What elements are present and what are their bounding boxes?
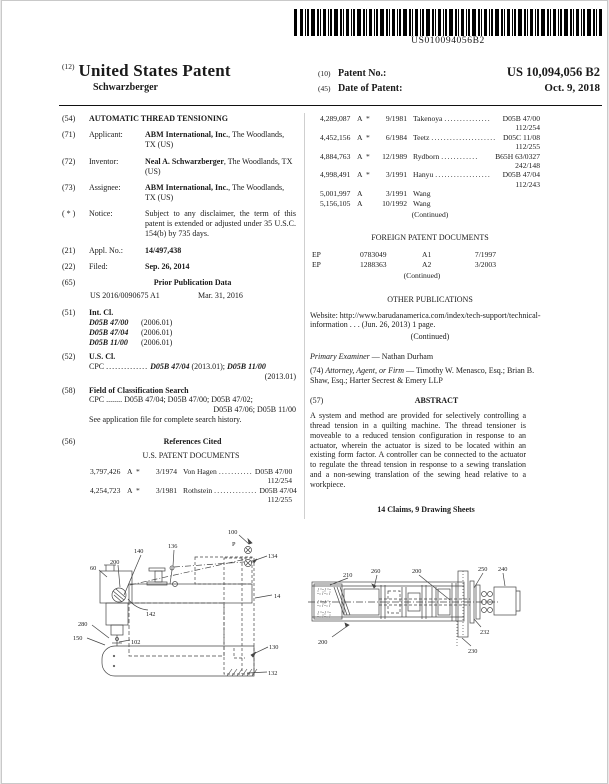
appl-no-label: Appl. No.: (89, 245, 123, 255)
assignee-address: , The Woodlands, TX (US) (145, 183, 285, 202)
fig2-label-240: 240 (498, 566, 508, 573)
cit-name: Hanyu (413, 170, 434, 180)
filed-value: Sep. 26, 2014 (145, 261, 190, 271)
header-left (62, 61, 231, 93)
fig2-label-232: 232 (480, 629, 490, 636)
int-cl-class: D05B 47/00 (89, 318, 129, 328)
fig2-label-260: 260 (371, 568, 381, 575)
int-cl-version: (2006.01) (141, 328, 173, 337)
citation-row (320, 170, 540, 179)
code-71: (71) (62, 130, 76, 140)
search-heading: Field of Classification Search (89, 385, 189, 395)
continued-note: (Continued) (410, 332, 450, 342)
cit-number: 4,289,087 (320, 114, 351, 123)
citation-row (320, 189, 540, 198)
citation-row (320, 114, 540, 123)
foreign-row (312, 250, 532, 259)
patent-front-page (1, 0, 608, 784)
patent-no-label: Patent No.: (338, 68, 387, 79)
kind-code: (12) (62, 62, 75, 71)
invention-title: AUTOMATIC THREAD TENSIONING (89, 114, 228, 123)
barcode (294, 9, 602, 36)
field-assignee (62, 183, 296, 203)
cit-class: D05B 47/00 (502, 114, 540, 123)
cit-leader: ............... (444, 114, 491, 123)
code-21: (21) (62, 245, 76, 255)
notice-text: Subject to any disclaimer, the term of this patent is extended or adjusted under 35 U.S.C. 154(b) by 735 days. (145, 209, 296, 239)
cit-number: 4,998,491 (320, 170, 351, 180)
cpc-class-1: D05B 47/04 (150, 361, 190, 371)
prior-pub-number: US 2016/0090675 A1 (90, 291, 160, 301)
foreign-number: 0783049 (360, 250, 387, 260)
field-notice (62, 209, 296, 239)
cit-date: 12/1989 (382, 151, 407, 161)
cit-name: Rothstein (183, 485, 213, 495)
left-column (62, 114, 296, 505)
foreign-kind: A1 (422, 250, 432, 260)
int-cl-heading: Int. Cl. (89, 308, 114, 318)
header-right (318, 65, 600, 96)
code-73: (73) (62, 183, 76, 193)
citation-row (320, 199, 540, 208)
us-docs-heading: U.S. PATENT DOCUMENTS (142, 451, 240, 461)
field-appl-no (62, 246, 296, 256)
cit-subclass: 112/254 (515, 123, 540, 133)
cit-star: * (136, 485, 140, 495)
fig2-label-210: 210 (343, 572, 353, 579)
assignee-name: ABM International, Inc. (145, 183, 229, 193)
fig1-label-132: 132 (268, 670, 278, 677)
examiner-name: — Nathan Durham (369, 352, 434, 362)
cit-number: 4,884,763 (320, 151, 351, 161)
citation-row (90, 467, 292, 476)
cit-number: 3,797,426 (90, 466, 121, 476)
cit-kind: A (127, 485, 133, 495)
cit-subclass: 242/148 (515, 161, 540, 171)
cit-kind: A (357, 114, 363, 123)
applicant-label: Applicant: (89, 130, 123, 140)
cit-star (366, 199, 375, 208)
cit-subclass: 112/254 (267, 476, 292, 486)
patent-number-row (318, 65, 600, 80)
claims-line: 14 Claims, 9 Drawing Sheets (377, 505, 475, 515)
cpc-word: CPC (89, 361, 105, 371)
fig2-label-250: 250 (478, 566, 488, 573)
cit-kind: A (357, 189, 363, 199)
abstract-heading: ABSTRACT (414, 395, 459, 405)
cit-kind: A (357, 132, 363, 142)
fig1-label-100: 100 (228, 529, 238, 536)
fig1-label-142: 142 (146, 611, 156, 618)
code-57: (57) (310, 395, 324, 405)
field-title (62, 114, 296, 124)
patent-date-row (318, 82, 600, 94)
inventor-value (145, 157, 296, 177)
fig1-label-134: 134 (268, 553, 278, 560)
code-51: (51) (62, 308, 76, 318)
doc-title: United States Patent (78, 61, 231, 80)
fig1-label-140: 140 (134, 548, 144, 555)
applicant-value (145, 130, 296, 150)
int-cl-version: (2006.01) (141, 318, 173, 328)
fig2-label-200: 200 (412, 568, 422, 575)
cit-subclass: 112/255 (515, 142, 540, 152)
patent-no-code: (10) (318, 69, 331, 78)
int-cl-row (89, 338, 296, 348)
field-refs (62, 437, 296, 447)
inventor-label: Inventor: (89, 156, 119, 166)
cit-kind: A (357, 151, 363, 161)
cit-leader: .............. (214, 485, 258, 495)
cit-date: 6/1984 (385, 132, 407, 142)
fig1-label-280: 280 (78, 621, 88, 628)
cit-kind: A (357, 170, 363, 180)
code-52: (52) (62, 351, 76, 361)
cit-star (366, 189, 375, 198)
cpc-class-2: D05B 11/00 (227, 361, 266, 371)
code-star: ( * ) (62, 209, 76, 219)
cit-number: 5,001,997 (320, 189, 351, 199)
int-cl-row (89, 318, 296, 328)
fig1-label-P: P (232, 541, 236, 548)
cit-date: 9/1981 (385, 114, 407, 123)
foreign-docs-heading: FOREIGN PATENT DOCUMENTS (371, 233, 489, 243)
cit-number: 4,452,156 (320, 132, 351, 142)
abstract-heading-row (310, 396, 536, 406)
applicant-name: ABM International, Inc. (145, 130, 229, 140)
cit-name: Wang (413, 189, 431, 199)
cit-star: * (366, 132, 370, 142)
field-int-cl (62, 308, 296, 318)
us-cl-cpc-line (89, 362, 296, 372)
code-56: (56) (62, 437, 76, 447)
prior-pub-heading: Prior Publication Data (153, 278, 232, 288)
prior-pub-row (90, 291, 296, 301)
code-22: (22) (62, 261, 76, 271)
applicant-address: , The Woodlands, TX (US) (145, 130, 285, 150)
int-cl-row (89, 328, 296, 338)
attorney-names: — Timothy W. Menasco, Esq.; Brian B. Shaw, Esq.; Harter Secrest & Emery LLP (310, 366, 535, 386)
cit-number: 5,156,105 (320, 198, 351, 208)
code-54: (54) (62, 114, 76, 123)
fig2-label-200b: 200 (318, 639, 328, 646)
attorney-label: Attorney, Agent, or Firm (325, 366, 405, 376)
cit-number: 4,254,723 (90, 485, 121, 495)
continued-note: (Continued) (403, 271, 441, 281)
field-prior-pub (62, 278, 296, 288)
fig1-label-200: 200 (110, 559, 120, 566)
inventor-surname: Schwarzberger (93, 82, 158, 93)
assignee-value (145, 183, 296, 203)
cit-star: * (366, 151, 370, 161)
examiner-line (310, 352, 536, 362)
patent-no-value: US 10,094,056 B2 (506, 65, 600, 79)
cit-class: B65H 63/0327 (495, 151, 540, 161)
cit-star: * (136, 466, 140, 476)
cit-leader: ............ (441, 151, 479, 161)
figure-tensioner-drawing (300, 557, 609, 697)
cit-leader: ..................... (431, 132, 497, 142)
examiner-label: Primary Examiner (310, 352, 370, 362)
left-citations (90, 466, 297, 505)
other-pubs-heading: OTHER PUBLICATIONS (387, 294, 473, 304)
cit-date: 3/1991 (385, 189, 407, 199)
right-citations (320, 114, 540, 219)
code-65: (65) (62, 278, 76, 288)
cit-subclass: 112/255 (267, 495, 292, 505)
cit-name: Rydborn (413, 151, 440, 161)
header-rule (59, 105, 602, 106)
field-search (62, 386, 296, 396)
right-column (310, 114, 602, 515)
search-note: See application file for complete search history. (89, 415, 242, 425)
field-us-cl (62, 352, 296, 362)
filed-label: Filed: (89, 261, 108, 271)
cit-leader: .................. (435, 170, 492, 180)
fig1-label-60: 60 (90, 565, 97, 572)
inventor-name: Neal A. Schwarzberger (145, 156, 224, 166)
notice-label: Notice: (89, 209, 113, 219)
cit-subclass: 112/243 (515, 179, 540, 189)
cit-name: Wang (413, 198, 431, 208)
fig1-label-130: 130 (269, 644, 279, 651)
cit-date: 3/1991 (385, 170, 407, 180)
date-label: Date of Patent: (338, 83, 403, 94)
fig1-label-14: 14 (274, 593, 281, 600)
citation-row (90, 485, 297, 495)
cit-date: 10/1992 (382, 198, 407, 208)
inventor-address: , The Woodlands, TX (US) (145, 156, 293, 176)
assignee-label: Assignee: (89, 183, 121, 193)
fig1-label-136: 136 (168, 543, 178, 550)
fig1-label-150: 150 (73, 635, 83, 642)
foreign-row (312, 260, 532, 269)
fig2-label-230: 230 (468, 648, 478, 655)
int-cl-class: D05B 47/04 (89, 328, 129, 337)
appl-no-value: 14/497,438 (145, 245, 182, 255)
foreign-country: EP (312, 259, 321, 269)
cit-class: D05C 11/08 (502, 132, 540, 142)
date-code: (45) (318, 84, 331, 93)
column-divider (304, 113, 305, 519)
cit-date: 3/1981 (155, 485, 177, 495)
cit-kind: A (127, 466, 133, 476)
field-filed (62, 262, 296, 272)
barcode-number: US010094056B2 (411, 36, 485, 46)
fig1-label-102: 102 (131, 639, 141, 646)
foreign-country: EP (312, 250, 321, 260)
abstract-text: A system and method are provided for selectively controlling a thread tension in a quilting machine. The thread tensioner is moveable to a reduced tension configuration in response to an actuator, wherein the actuator is sized to be located within an existing form factor. A controller can be connected to the actuator to regulate the thread tension in response to a sewing translation and a non-sewing translation of the sewing head relative to a workpiece. (310, 410, 526, 490)
foreign-date: 3/2003 (474, 259, 496, 269)
search-line1: CPC ........ D05B 47/04; D05B 47/00; D05B 47/02; (89, 395, 253, 405)
cit-leader: ........... (218, 466, 253, 476)
cit-class: D05B 47/04 (502, 170, 540, 180)
citation-row (320, 133, 540, 142)
code-72: (72) (62, 156, 76, 166)
cit-class: D05B 47/04 (259, 485, 297, 495)
figure-machine-drawing (62, 525, 302, 779)
cit-class: D05B 47/00 (254, 466, 293, 476)
cpc-version-2: (2013.01) (264, 371, 296, 381)
barcode-bars (294, 9, 602, 36)
continued-note: (Continued) (411, 210, 449, 220)
attorney-line (310, 366, 536, 386)
cit-star: * (366, 170, 370, 180)
int-cl-class: D05B 11/00 (89, 337, 128, 347)
cit-name: Teetz (413, 132, 430, 142)
search-line2: D05B 47/06; D05B 11/00 (213, 405, 296, 415)
prior-pub-date: Mar. 31, 2016 (198, 291, 243, 301)
int-cl-version: (2006.01) (141, 337, 173, 347)
foreign-docs (312, 250, 532, 280)
other-pubs-line2: information . . . (Jun. 26, 2013) 1 page. (310, 320, 436, 330)
foreign-date: 7/1997 (474, 250, 496, 260)
cit-date: 3/1974 (155, 466, 177, 476)
foreign-kind: A2 (422, 259, 432, 269)
cit-star: * (366, 114, 370, 123)
foreign-number: 1288363 (360, 259, 387, 269)
date-value: Oct. 9, 2018 (544, 82, 600, 94)
cit-kind: A (357, 198, 363, 208)
field-applicant (62, 130, 296, 150)
cit-name: Takenoya (413, 114, 443, 123)
code-58: (58) (62, 385, 76, 395)
citation-row (320, 152, 540, 161)
other-pubs-text (310, 311, 597, 343)
field-inventor (62, 157, 296, 177)
doc-kind (62, 61, 231, 81)
cpc-version-1: (2013.01); (191, 361, 226, 371)
code-74: (74) (310, 366, 324, 376)
us-cl-heading: U.S. Cl. (89, 351, 116, 361)
cpc-leader: .............. (106, 361, 149, 371)
other-pubs-line1: Website: http://www.barudanamerica.com/index/tech-support/technical- (310, 310, 541, 320)
cit-name: Von Hagen (183, 466, 217, 476)
refs-heading: References Cited (163, 437, 222, 447)
